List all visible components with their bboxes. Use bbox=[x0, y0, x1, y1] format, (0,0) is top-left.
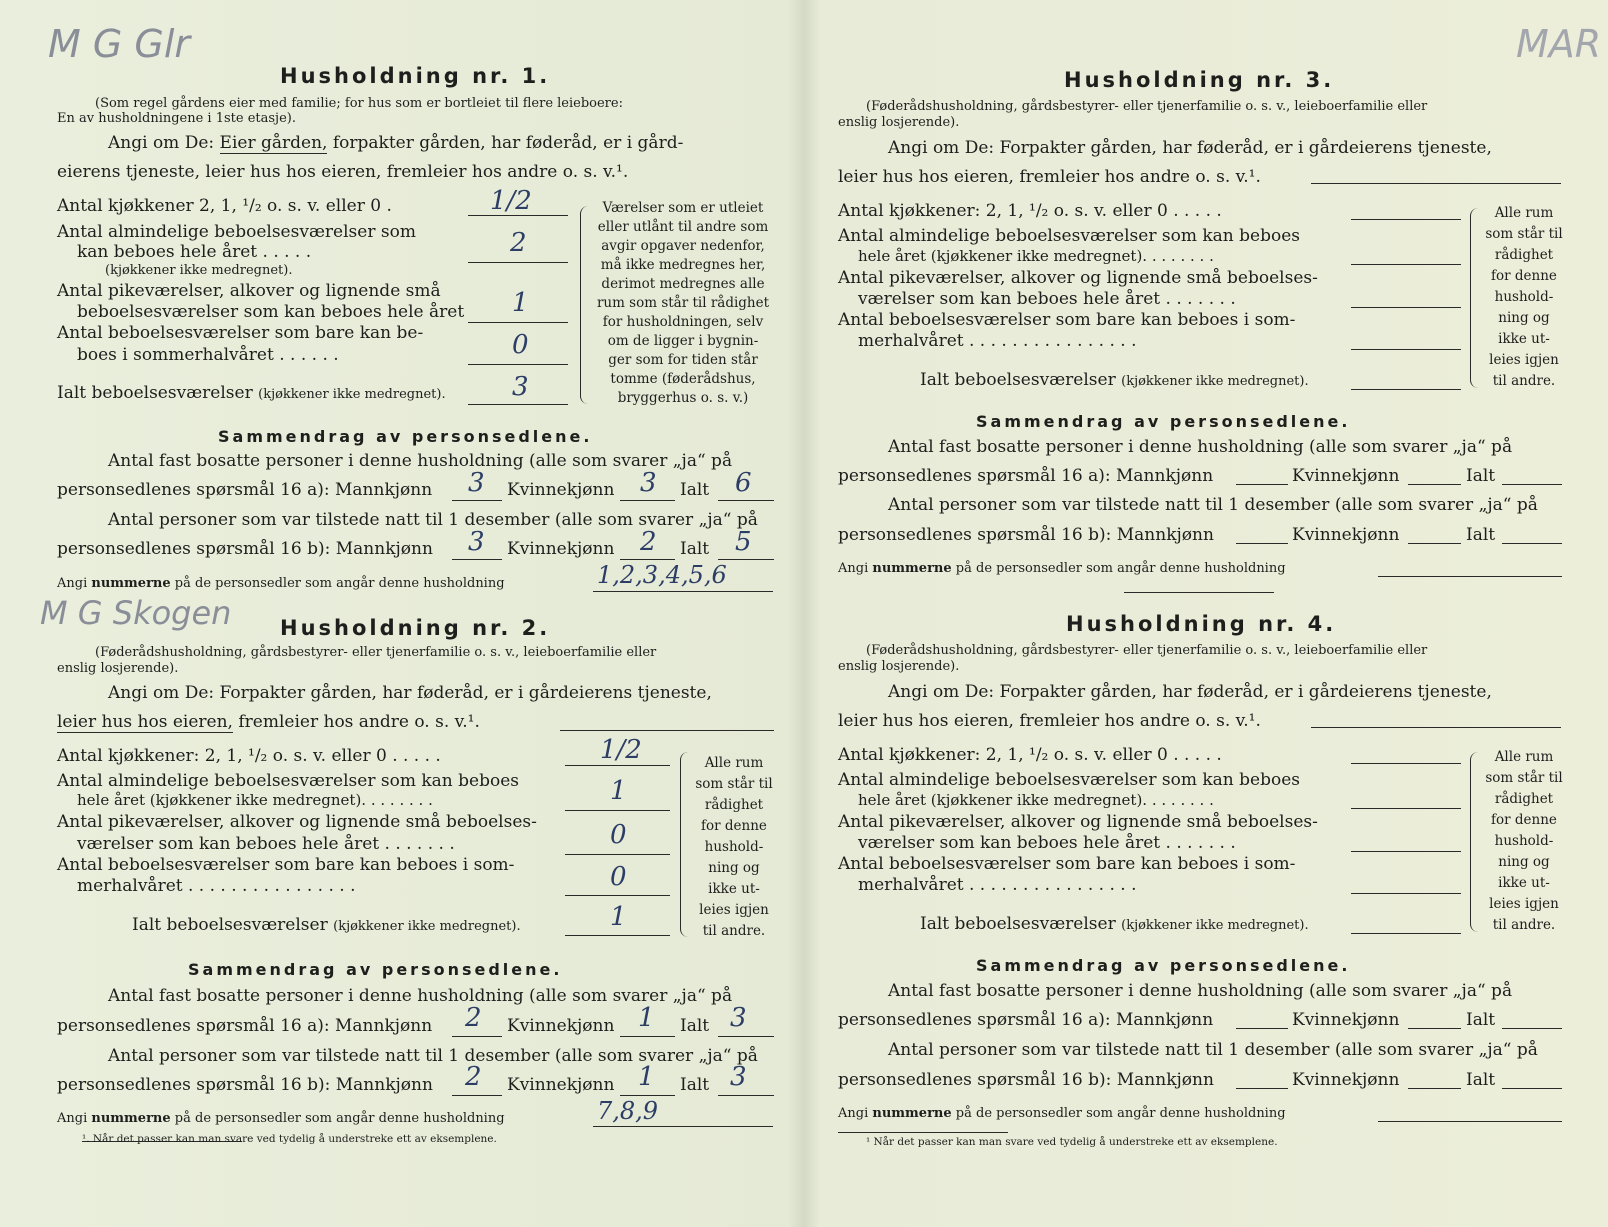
h3-kitchens-label: Antal kjøkkener: 2, 1, ¹/₂ o. s. v. eller 0 . . . . . bbox=[838, 201, 1222, 221]
side-note-line: leies igjen bbox=[1489, 352, 1559, 368]
h2-total-value-a: 3 bbox=[730, 1003, 747, 1033]
h1-summary-title: Sammendrag av personsedlene. bbox=[218, 427, 593, 446]
h4-male-line-b bbox=[1236, 1088, 1288, 1089]
side-note-line: rådighet bbox=[1494, 791, 1554, 807]
right-page bbox=[806, 0, 1608, 1227]
household-3-note-1: (Føderådshusholdning, gårdsbestyrer- eller tjenerfamilie o. s. v., leieboerfamilie eller bbox=[866, 99, 1428, 114]
num-angi: Angi bbox=[57, 576, 88, 591]
h3-angi-line bbox=[1311, 183, 1561, 184]
h2-total-rooms-line bbox=[565, 935, 670, 936]
num-nummerne: nummerne bbox=[872, 561, 952, 576]
h4-maid-rooms-label-1: Antal pikeværelser, alkover og lignende små beboelses- bbox=[838, 812, 1318, 832]
side-note-line: Alle rum bbox=[1494, 205, 1554, 221]
h2-male-line-a bbox=[452, 1036, 502, 1037]
total-note: (kjøkkener ikke medregnet). bbox=[1121, 374, 1309, 389]
h3-numbers-line bbox=[1378, 576, 1562, 577]
h4-side-note bbox=[1478, 747, 1570, 936]
h1-numbers-label bbox=[57, 576, 505, 591]
side-note-line: som står til bbox=[695, 776, 773, 792]
total-note: (kjøkkener ikke medregnet). bbox=[1121, 918, 1309, 933]
angi-rest-2: fremleier hos andre o. s. v.¹. bbox=[238, 712, 480, 732]
household-4-note-2: enslig losjerende). bbox=[838, 659, 960, 674]
total-note: (kjøkkener ikke medregnet). bbox=[258, 387, 446, 402]
h1-rooms-label-3: (kjøkkener ikke medregnet). bbox=[105, 263, 293, 278]
num-angi: Angi bbox=[838, 1106, 869, 1121]
h1-summary-line-4: personsedlenes spørsmål 16 b): Mannkjønn bbox=[57, 539, 433, 559]
h2-female-line-b bbox=[620, 1095, 675, 1096]
h2-numbers-label bbox=[57, 1111, 505, 1126]
num-nummerne: nummerne bbox=[91, 1111, 171, 1126]
h1-female-line-b bbox=[620, 559, 675, 560]
h2-numbers-value: 7,8,9 bbox=[597, 1097, 659, 1125]
h1-total-label-a: Ialt bbox=[680, 480, 710, 500]
h1-total-line-a bbox=[718, 500, 774, 501]
h2-summer-rooms-label-1: Antal beboelsesværelser som bare kan beboes i som- bbox=[57, 855, 515, 875]
num-angi: Angi bbox=[838, 561, 869, 576]
h2-total-label-a: Ialt bbox=[680, 1016, 710, 1036]
h2-angi-line bbox=[560, 730, 774, 731]
h3-summer-rooms-label-2: merhalvåret . . . . . . . . . . . . . . . . bbox=[858, 331, 1137, 351]
num-rest: på de personsedler som angår denne husholdning bbox=[955, 561, 1286, 576]
h1-rooms-value: 2 bbox=[510, 228, 527, 258]
num-nummerne: nummerne bbox=[91, 576, 171, 591]
h4-total-line-a bbox=[1502, 1028, 1562, 1029]
side-note-line: hushold- bbox=[1494, 833, 1554, 849]
h4-numbers-label bbox=[838, 1106, 1286, 1121]
h1-kitchens-value: 1/2 bbox=[490, 186, 532, 216]
h2-maid-rooms-label-2: værelser som kan beboes hele året . . . . . . . bbox=[77, 834, 455, 854]
h2-total-rooms-label bbox=[132, 915, 521, 935]
h4-summary-line-4: personsedlenes spørsmål 16 b): Mannkjønn bbox=[838, 1070, 1214, 1090]
h2-kitchens-line bbox=[565, 765, 670, 766]
h1-maid-rooms-value: 1 bbox=[512, 288, 529, 318]
h3-numbers-label bbox=[838, 561, 1286, 576]
h1-rooms-label-2: kan beboes hele året . . . . . bbox=[77, 242, 312, 262]
footnote-rule-right bbox=[838, 1132, 1008, 1133]
h2-male-line-b bbox=[452, 1095, 502, 1096]
h4-rooms-label-2: hele året (kjøkkener ikke medregnet). . . . . . . . bbox=[858, 791, 1214, 809]
side-note-line: som står til bbox=[1485, 770, 1563, 786]
side-note-line: for denne bbox=[1491, 812, 1557, 828]
h2-numbers-line bbox=[593, 1126, 773, 1127]
h3-rooms-label-1: Antal almindelige beboelsesværelser som kan beboes bbox=[838, 226, 1300, 246]
h2-total-line-b bbox=[718, 1095, 774, 1096]
h2-summary-line-3: Antal personer som var tilstede natt til 1 desember (alle som svarer „ja“ på bbox=[108, 1046, 758, 1066]
h3-side-note bbox=[1478, 203, 1570, 392]
side-note-line: Alle rum bbox=[1494, 749, 1554, 765]
household-4-angi-line-2: leier hus hos eieren, fremleier hos andre o. s. v.¹. bbox=[838, 711, 1261, 731]
h1-summary-line-2: personsedlenes spørsmål 16 a): Mannkjønn bbox=[57, 480, 433, 500]
h1-maid-rooms-line bbox=[468, 322, 568, 323]
h3-female-label-a: Kvinnekjønn bbox=[1292, 466, 1400, 486]
h4-total-label-b: Ialt bbox=[1466, 1070, 1496, 1090]
h4-summer-rooms-label-2: merhalvåret . . . . . . . . . . . . . . . . bbox=[858, 875, 1137, 895]
h1-total-label-b: Ialt bbox=[680, 539, 710, 559]
h3-total-line-a bbox=[1502, 484, 1562, 485]
h3-summary-line-4: personsedlenes spørsmål 16 b): Mannkjønn bbox=[838, 525, 1214, 545]
h4-female-line-b bbox=[1408, 1088, 1461, 1089]
household-4-note-1: (Føderådshusholdning, gårdsbestyrer- eller tjenerfamilie o. s. v., leieboerfamilie eller bbox=[866, 643, 1428, 658]
side-note-line: ning og bbox=[708, 860, 760, 876]
h2-kitchens-value: 1/2 bbox=[600, 735, 642, 765]
h3-maid-rooms-label-2: værelser som kan beboes hele året . . . . . . . bbox=[858, 289, 1236, 309]
side-note-line: ning og bbox=[1498, 310, 1550, 326]
h4-total-rooms-label bbox=[920, 914, 1309, 934]
h3-summer-rooms-label-1: Antal beboelsesværelser som bare kan beboes i som- bbox=[838, 310, 1296, 330]
h2-side-note bbox=[688, 753, 780, 942]
h3-summary-line-3: Antal personer som var tilstede natt til 1 desember (alle som svarer „ja“ på bbox=[888, 495, 1538, 515]
h1-female-label-b: Kvinnekjønn bbox=[507, 539, 615, 559]
side-note-line: for denne bbox=[1491, 268, 1557, 284]
num-nummerne: nummerne bbox=[872, 1106, 952, 1121]
h2-female-value-a: 1 bbox=[638, 1003, 655, 1033]
h3-summary-line-1: Antal fast bosatte personer i denne husholdning (alle som svarer „ja“ på bbox=[888, 437, 1513, 457]
h3-female-line-a bbox=[1408, 484, 1461, 485]
side-note-line: leies igjen bbox=[699, 902, 769, 918]
h3-female-line-b bbox=[1408, 543, 1461, 544]
h2-rooms-label-1: Antal almindelige beboelsesværelser som kan beboes bbox=[57, 771, 519, 791]
side-note-line: for husholdningen, selv bbox=[602, 314, 764, 330]
household-3-note-2: enslig losjerende). bbox=[838, 115, 960, 130]
h2-female-value-b: 1 bbox=[638, 1062, 655, 1092]
total-label: Ialt beboelsesværelser bbox=[920, 914, 1116, 934]
h3-summer-rooms-line bbox=[1351, 349, 1461, 350]
h4-rooms-line bbox=[1351, 808, 1461, 809]
h4-summary-line-3: Antal personer som var tilstede natt til 1 desember (alle som svarer „ja“ på bbox=[888, 1040, 1538, 1060]
side-note-line: rådighet bbox=[1494, 247, 1554, 263]
h3-total-rooms-label bbox=[920, 370, 1309, 390]
pencil-note-household-2: M G Skogen bbox=[40, 594, 232, 632]
h3-female-label-b: Kvinnekjønn bbox=[1292, 525, 1400, 545]
h2-male-value-a: 2 bbox=[465, 1003, 482, 1033]
h4-female-label-a: Kvinnekjønn bbox=[1292, 1010, 1400, 1030]
section-divider bbox=[1124, 592, 1274, 593]
h1-maid-rooms-label-1: Antal pikeværelser, alkover og lignende små bbox=[57, 281, 441, 301]
angi-rest: forpakter gården, har føderåd, er i gård- bbox=[332, 133, 684, 153]
h4-summer-rooms-line bbox=[1351, 893, 1461, 894]
h2-summary-title: Sammendrag av personsedlene. bbox=[188, 960, 563, 979]
h1-summer-rooms-label-2: boes i sommerhalvåret . . . . . . bbox=[77, 345, 339, 365]
h3-total-label-a: Ialt bbox=[1466, 466, 1496, 486]
h4-female-label-b: Kvinnekjønn bbox=[1292, 1070, 1400, 1090]
h3-total-rooms-line bbox=[1351, 389, 1461, 390]
h4-summer-rooms-label-1: Antal beboelsesværelser som bare kan beboes i som- bbox=[838, 854, 1296, 874]
h3-maid-rooms-label-1: Antal pikeværelser, alkover og lignende små beboelses- bbox=[838, 268, 1318, 288]
h1-total-rooms-value: 3 bbox=[512, 372, 529, 402]
household-4-angi-line-1: Angi om De: Forpakter gården, har føderåd, er i gårdeierens tjeneste, bbox=[888, 682, 1492, 702]
h1-male-line-a bbox=[452, 500, 502, 501]
h4-kitchens-label: Antal kjøkkener: 2, 1, ¹/₂ o. s. v. eller 0 . . . . . bbox=[838, 745, 1222, 765]
num-rest: på de personsedler som angår denne husholdning bbox=[174, 576, 505, 591]
side-note-line: hushold- bbox=[704, 839, 764, 855]
h4-female-line-a bbox=[1408, 1028, 1461, 1029]
side-note-line: avgir opgaver nedenfor, bbox=[601, 238, 765, 254]
side-note-line: ikke ut- bbox=[1498, 875, 1550, 891]
h4-male-line-a bbox=[1236, 1028, 1288, 1029]
side-note-line: til andre. bbox=[1492, 917, 1556, 933]
h2-female-label-b: Kvinnekjønn bbox=[507, 1075, 615, 1095]
h1-male-line-b bbox=[452, 559, 502, 560]
h1-maid-rooms-label-2: beboelsesværelser som kan beboes hele året bbox=[77, 302, 465, 322]
h4-kitchens-line bbox=[1351, 763, 1461, 764]
h2-maid-rooms-value: 0 bbox=[610, 820, 627, 850]
total-label: Ialt beboelsesværelser bbox=[132, 915, 328, 935]
h2-rooms-value: 1 bbox=[610, 776, 627, 806]
h4-maid-rooms-line bbox=[1351, 851, 1461, 852]
side-note-line: leies igjen bbox=[1489, 896, 1559, 912]
h4-summary-line-2: personsedlenes spørsmål 16 a): Mannkjønn bbox=[838, 1010, 1214, 1030]
h3-maid-rooms-line bbox=[1351, 307, 1461, 308]
pencil-note-top-right: MAR bbox=[1516, 22, 1602, 66]
h1-summer-rooms-line bbox=[468, 364, 568, 365]
side-note-line: ikke ut- bbox=[1498, 331, 1550, 347]
h2-female-line-a bbox=[620, 1036, 675, 1037]
num-rest: på de personsedler som angår denne husholdning bbox=[955, 1106, 1286, 1121]
selected-answer-eier: Eier gården, bbox=[219, 133, 328, 153]
h3-male-line-a bbox=[1236, 484, 1288, 485]
h2-maid-rooms-label-1: Antal pikeværelser, alkover og lignende små beboelses- bbox=[57, 812, 537, 832]
h1-rooms-label-1: Antal almindelige beboelsesværelser som bbox=[57, 222, 416, 242]
side-note-line: ikke ut- bbox=[708, 881, 760, 897]
side-note-line: om de ligger i bygnin- bbox=[607, 333, 759, 349]
side-note-line: til andre. bbox=[1492, 373, 1556, 389]
h1-numbers-value: 1,2,3,4,5,6 bbox=[597, 561, 727, 589]
h1-summer-rooms-label-1: Antal beboelsesværelser som bare kan be- bbox=[57, 323, 424, 343]
household-1-angi-line-1 bbox=[108, 133, 683, 153]
h1-summary-line-1: Antal fast bosatte personer i denne husholdning (alle som svarer „ja“ på bbox=[108, 451, 733, 471]
household-1-note-1: (Som regel gårdens eier med familie; for hus som er bortleiet til flere leieboere: bbox=[95, 96, 623, 111]
h4-rooms-label-1: Antal almindelige beboelsesværelser som kan beboes bbox=[838, 770, 1300, 790]
h3-total-line-b bbox=[1502, 543, 1562, 544]
h2-summary-line-2: personsedlenes spørsmål 16 a): Mannkjønn bbox=[57, 1016, 433, 1036]
num-angi: Angi bbox=[57, 1111, 88, 1126]
h1-numbers-line bbox=[593, 591, 773, 592]
h4-total-label-a: Ialt bbox=[1466, 1010, 1496, 1030]
side-note-line: rum som står til rådighet bbox=[596, 295, 770, 311]
household-3-angi-line-1: Angi om De: Forpakter gården, har føderåd, er i gårdeierens tjeneste, bbox=[888, 138, 1492, 158]
h2-total-label-b: Ialt bbox=[680, 1075, 710, 1095]
household-3-angi-line-2: leier hus hos eieren, fremleier hos andre o. s. v.¹. bbox=[838, 167, 1261, 187]
h1-total-value-a: 6 bbox=[735, 468, 752, 498]
side-note-line: Alle rum bbox=[704, 755, 764, 771]
side-note-line: derimot medregnes alle bbox=[601, 276, 765, 292]
h4-total-line-b bbox=[1502, 1088, 1562, 1089]
h1-female-line-a bbox=[620, 500, 675, 501]
side-note-line: må ikke medregnes her, bbox=[600, 257, 766, 273]
h1-total-line-b bbox=[718, 559, 774, 560]
household-1-title: Husholdning nr. 1. bbox=[280, 64, 551, 88]
footnote: ¹. Når det passer kan man svare ved tydelig å understreke ett av eksemplene. bbox=[82, 1133, 497, 1145]
h2-total-value-b: 3 bbox=[730, 1062, 747, 1092]
h1-female-value-b: 2 bbox=[640, 527, 657, 557]
h2-female-label-a: Kvinnekjønn bbox=[507, 1016, 615, 1036]
angi-prefix: Angi om De: bbox=[108, 133, 215, 153]
num-rest: på de personsedler som angår denne husholdning bbox=[174, 1111, 505, 1126]
h3-total-label-b: Ialt bbox=[1466, 525, 1496, 545]
h1-female-value-a: 3 bbox=[640, 468, 657, 498]
total-label: Ialt beboelsesværelser bbox=[920, 370, 1116, 390]
h1-side-note bbox=[588, 199, 778, 408]
footnote-right: ¹ Når det passer kan man svare ved tydelig å understreke ett av eksemplene. bbox=[866, 1136, 1278, 1148]
household-4-title: Husholdning nr. 4. bbox=[1066, 612, 1337, 636]
h4-angi-line bbox=[1311, 727, 1561, 728]
household-2-note-1: (Føderådshusholdning, gårdsbestyrer- eller tjenerfamilie o. s. v., leieboerfamilie eller bbox=[95, 645, 657, 660]
h1-male-value-b: 3 bbox=[468, 527, 485, 557]
household-2-angi-line-2 bbox=[57, 712, 480, 732]
h2-summer-rooms-value: 0 bbox=[610, 862, 627, 892]
household-1-note-2: En av husholdningene i 1ste etasje). bbox=[57, 111, 296, 126]
side-note-line: til andre. bbox=[702, 923, 766, 939]
side-note-line: hushold- bbox=[1494, 289, 1554, 305]
selected-answer-leier: leier hus hos eieren, bbox=[57, 712, 233, 732]
h2-rooms-line bbox=[565, 810, 670, 811]
household-2-note-2: enslig losjerende). bbox=[57, 661, 179, 676]
total-label: Ialt beboelsesværelser bbox=[57, 383, 253, 403]
household-2-angi-line-1: Angi om De: Forpakter gården, har føderåd, er i gårdeierens tjeneste, bbox=[108, 683, 712, 703]
h2-maid-rooms-line bbox=[565, 854, 670, 855]
side-note-line: som står til bbox=[1485, 226, 1563, 242]
h3-summary-title: Sammendrag av personsedlene. bbox=[976, 412, 1351, 431]
h2-male-value-b: 2 bbox=[465, 1062, 482, 1092]
h2-total-rooms-value: 1 bbox=[610, 902, 627, 932]
h2-total-line-a bbox=[718, 1036, 774, 1037]
side-note-line: eller utlånt til andre som bbox=[597, 219, 769, 235]
side-note-line: rådighet bbox=[704, 797, 764, 813]
left-page bbox=[0, 0, 800, 1227]
h1-summer-rooms-value: 0 bbox=[512, 330, 529, 360]
h1-female-label-a: Kvinnekjønn bbox=[507, 480, 615, 500]
h3-summary-line-2: personsedlenes spørsmål 16 a): Mannkjønn bbox=[838, 466, 1214, 486]
h2-summary-line-4: personsedlenes spørsmål 16 b): Mannkjønn bbox=[57, 1075, 433, 1095]
h2-summer-rooms-label-2: merhalvåret . . . . . . . . . . . . . . . . bbox=[77, 876, 356, 896]
h4-total-rooms-line bbox=[1351, 933, 1461, 934]
h3-rooms-label-2: hele året (kjøkkener ikke medregnet). . . . . . . . bbox=[858, 247, 1214, 265]
h1-total-rooms-label bbox=[57, 383, 446, 403]
household-3-title: Husholdning nr. 3. bbox=[1064, 68, 1335, 92]
side-note-line: tomme (føderådshus, bbox=[610, 371, 756, 387]
household-1-angi-line-2: eierens tjeneste, leier hus hos eieren, fremleier hos andre o. s. v.¹. bbox=[57, 162, 629, 182]
h3-rooms-line bbox=[1351, 264, 1461, 265]
side-note-line: Værelser som er utleiet bbox=[602, 200, 764, 216]
side-note-line: ger som for tiden står bbox=[608, 352, 758, 368]
h4-summary-title: Sammendrag av personsedlene. bbox=[976, 956, 1351, 975]
h2-summer-rooms-line bbox=[565, 895, 670, 896]
household-2-title: Husholdning nr. 2. bbox=[280, 616, 551, 640]
h1-total-value-b: 5 bbox=[735, 527, 752, 557]
h2-rooms-label-2: hele året (kjøkkener ikke medregnet). . . . . . . . bbox=[77, 791, 433, 809]
h2-summary-line-1: Antal fast bosatte personer i denne husholdning (alle som svarer „ja“ på bbox=[108, 986, 733, 1006]
h3-kitchens-line bbox=[1351, 219, 1461, 220]
h1-kitchens-label: Antal kjøkkener 2, 1, ¹/₂ o. s. v. eller 0 . bbox=[57, 196, 392, 216]
h1-male-value-a: 3 bbox=[468, 468, 485, 498]
side-note-line: ning og bbox=[1498, 854, 1550, 870]
side-note-line: for denne bbox=[701, 818, 767, 834]
pencil-note-top-left: M G Glr bbox=[48, 22, 191, 66]
side-note-line: bryggerhus o. s. v.) bbox=[617, 390, 749, 406]
h1-rooms-line bbox=[468, 262, 568, 263]
h1-summary-line-3: Antal personer som var tilstede natt til 1 desember (alle som svarer „ja“ på bbox=[108, 510, 758, 530]
total-note: (kjøkkener ikke medregnet). bbox=[333, 919, 521, 934]
h3-male-line-b bbox=[1236, 543, 1288, 544]
h4-summary-line-1: Antal fast bosatte personer i denne husholdning (alle som svarer „ja“ på bbox=[888, 981, 1513, 1001]
h2-kitchens-label: Antal kjøkkener: 2, 1, ¹/₂ o. s. v. eller 0 . . . . . bbox=[57, 746, 441, 766]
h1-total-rooms-line bbox=[468, 404, 568, 405]
h4-numbers-line bbox=[1378, 1121, 1562, 1122]
h4-maid-rooms-label-2: værelser som kan beboes hele året . . . . . . . bbox=[858, 833, 1236, 853]
